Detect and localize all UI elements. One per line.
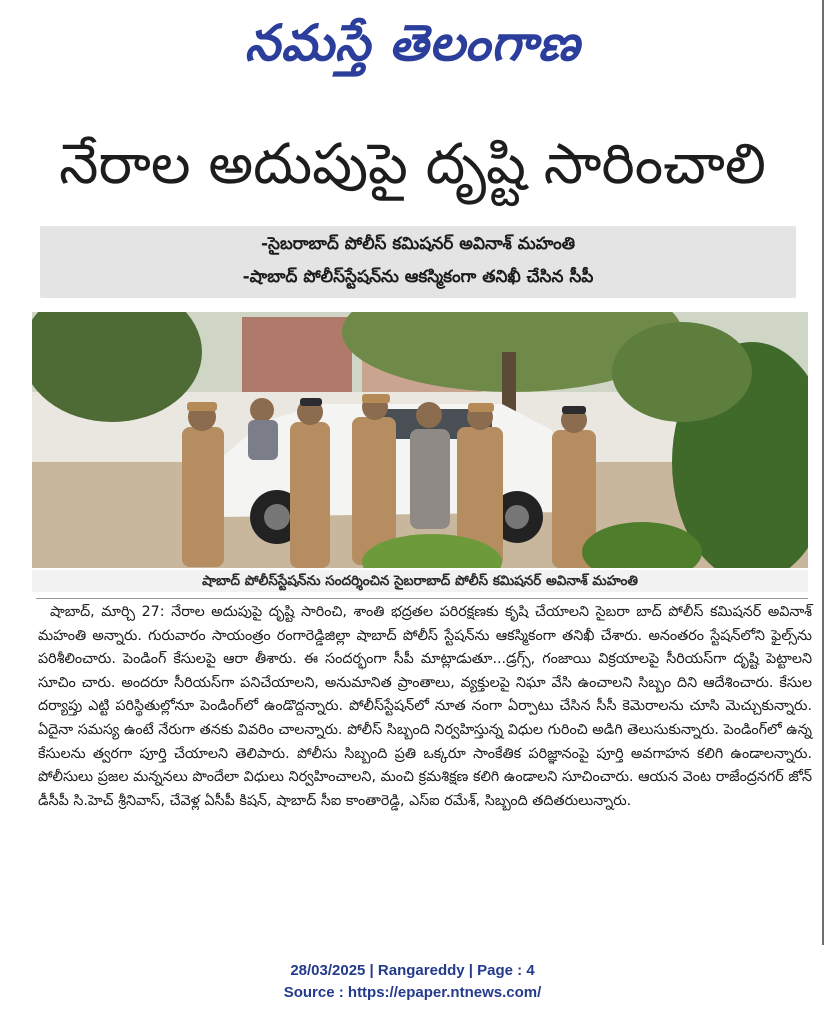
- newspaper-masthead: నమస్తే తెలంగాణ: [244, 13, 581, 72]
- subheadline-box: [40, 226, 796, 298]
- news-photo: [32, 312, 808, 568]
- article-body: [38, 601, 812, 939]
- footer: [0, 960, 825, 1004]
- subheadline-2: -షాబాద్ పోలీస్‌స్టేషన్‌ను ఆకస్మికంగా తనిఖీ చేసిన సీపీ: [242, 267, 594, 287]
- article-paragraph: షాబాద్, మార్చి 27: నేరాల అదుపుపై దృష్టి సారించి, శాంతి భద్రతల పరిరక్షణకు కృషి చేయాలని సైబరా బాద్ పోలీస్ కమిషనర్ అవినాశ్ మహంతి అన్నారు. గురువారం సాయంత్రం రంగారెడ్డిజిల్లా షాబాద్ పోలీస్ స్టేషన్‌ను ఆకస్మికంగా తనిఖీ చేశారు. అనంతరం స్టేషన్‌లోని ఫైల్స్‌ను పరిశీలించారు. పెండింగ్ కేసులపై ఆరా తీశారు. ఈ సందర్భంగా సీపీ మాట్లాడుతూ...డ్రగ్స్, గంజాయి విక్రయాలపై సీరియస్‌గా దృష్టి పెట్టాలని సూచిం చారు. అందరూ సీరియస్‌గా పనిచేయాలని, అనుమానిత ప్రాంతాలు, వ్యక్తులపై నిఘా వేసి ఉంచాలని సిబ్బం దిని ఆదేశించారు. కేసుల దర్యాప్తు ఎట్టి పరిస్థితుల్లోనూ పెండింగ్‌లో ఉండొద్దన్నారు. పోలీస్‌స్టేషన్‌లో నూత నంగా ఏర్పాటు చేసిన సీసీ కెమెరాలను చూసి మెచ్చుకున్నారు. ఏదైనా సమస్య ఉంటే నేరుగా తనకు వివరిం చాలన్నారు. పోలీస్ సిబ్బంది నిర్వహిస్తున్న విధుల గురించి అడిగి తెలుసుకున్నారు. పెండింగ్‌లో ఉన్న కేసులను త్వరగా పూర్తి చేయాలని తెలిపారు. పోలీసు సిబ్బంది ప్రతి ఒక్కరూ సాంకేతిక పరిజ్ఞానంపై పూర్తి అవగాహన కలిగి ఉండాలన్నారు. పోలీసులు ప్రజల మన్ననలు పొందేలా విధులు నిర్వహించాలని, మంచి క్రమశిక్షణ కలిగి ఉండాలని సూచించారు. ఆయన వెంట రాజేంద్రనగర్ జోన్ డీసీపీ సి.హెచ్ శ్రీనివాస్, చేవెళ్ల ఏసీపీ కిషన్, షాబాద్ సీఐ కాంతారెడ్డి, ఎస్ఐ రమేశ్, సిబ్బంది తదితరులున్నారు.: [38, 604, 812, 809]
- headline: నేరాల అదుపుపై దృష్టి సారించాలి: [59, 132, 766, 197]
- subheadline-1: -సైబరాబాద్ పోలీస్ కమిషనర్ అవినాశ్ మహంతి: [260, 234, 576, 254]
- column-divider: [822, 0, 824, 945]
- photo-caption: షాబాద్ పోలీస్‌స్టేషన్‌ను సందర్శించిన సైబరాబాద్ పోలీస్ కమిషనర్ అవినాశ్ మహంతి: [32, 570, 808, 592]
- footer-source: Source : https://epaper.ntnews.com/: [283, 984, 542, 1001]
- footer-date-page: 28/03/2025 | Rangareddy | Page : 4: [290, 962, 535, 979]
- divider: [36, 598, 808, 599]
